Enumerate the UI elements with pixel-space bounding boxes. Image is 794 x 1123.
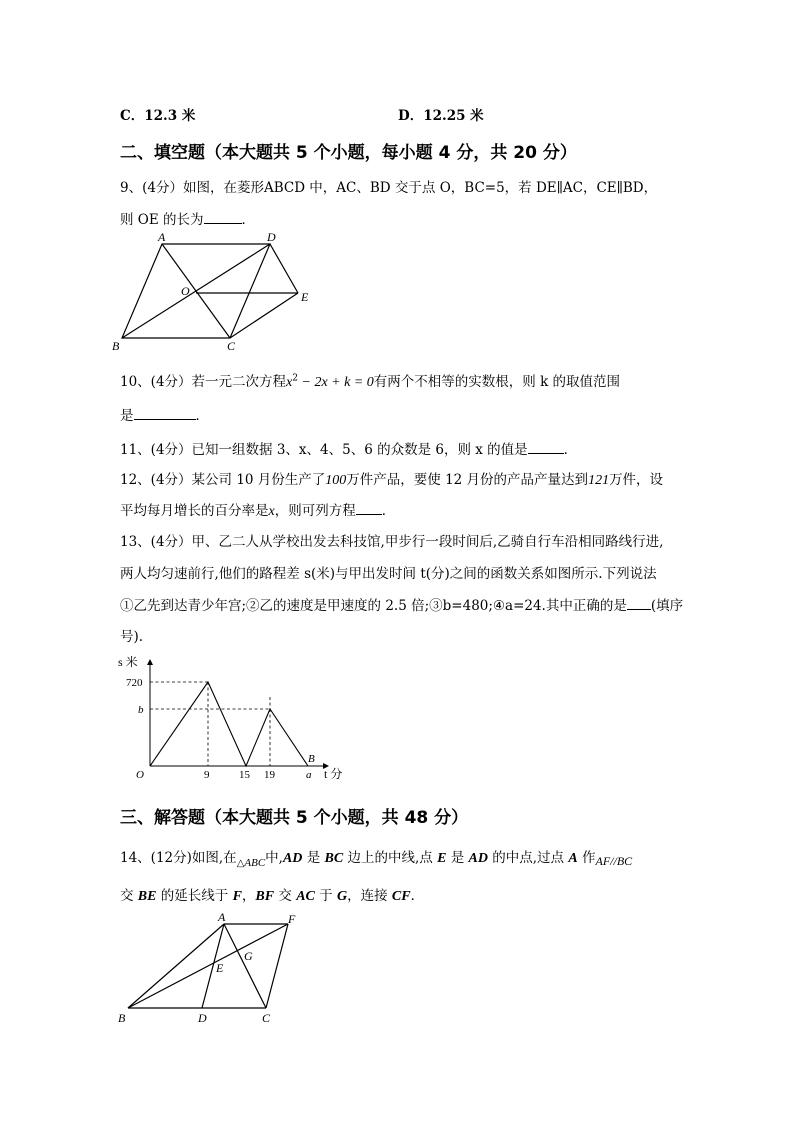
q10-line1 [120, 370, 620, 391]
q9-line2-prefix: 则 OE 的长为 [120, 212, 204, 228]
segment-de [270, 244, 298, 293]
q13-line1: 13、(4分）甲、乙二人从学校出发去科技馆,甲步行一段时间后,乙骑自行车沿相同路线行进, [120, 534, 664, 550]
q12-line2-suffix: ． [381, 503, 396, 519]
q11-line [120, 438, 577, 458]
label-a: A [158, 232, 166, 244]
q13-line3-suffix: (填序 [650, 598, 684, 614]
q14-u4: 交 [274, 888, 297, 904]
section-2-title: 二、填空题（本大题共 5 个小题，每小题 4 分，共 20 分） [120, 143, 577, 163]
q12-var-x: x [268, 504, 275, 519]
label-g: G [244, 949, 253, 963]
q14-f: F [232, 889, 242, 904]
q13-graph [114, 654, 354, 786]
label-b: B [112, 339, 120, 353]
q9-line2-suffix: ． [241, 212, 256, 228]
q9-line2 [120, 208, 255, 228]
q14-bf: BF [255, 889, 275, 904]
q14-t7: 作 [577, 850, 596, 866]
q10-answer-blank[interactable] [134, 407, 196, 420]
segment-bf [128, 924, 288, 1008]
q10-equation-exp: 2 [292, 373, 298, 384]
q14-u5: 于 [314, 888, 337, 904]
q14-bc: BC [324, 851, 344, 866]
q14-line2 [120, 884, 424, 905]
q14-ad: AD [282, 851, 303, 866]
q14-u6: ，连接 [347, 888, 392, 904]
label-c: C [262, 1011, 271, 1025]
q14-t2: 中, [265, 850, 283, 866]
q14-t6: 的中点,过点 [487, 850, 569, 866]
q12-line1 [120, 468, 663, 489]
q14-triangle-name: ABC [244, 857, 266, 869]
q14-a: A [568, 851, 578, 866]
label-d: D [198, 1011, 207, 1025]
q11-suffix: ． [563, 442, 578, 458]
tick-b: b [138, 704, 144, 716]
q12-text-e: 万件，设 [609, 472, 664, 488]
q10-prefix: 10、(4分）若一元二次方程 [120, 374, 287, 390]
q11-answer-blank[interactable] [528, 441, 564, 454]
q10-suffix: 有两个不相等的实数根，则 k 的取值范围 [373, 374, 621, 390]
q14-ac: AC [296, 889, 315, 904]
tick-9: 9 [204, 769, 210, 781]
tick-15: 15 [239, 769, 250, 781]
q13-answer-blank[interactable] [627, 597, 651, 610]
segment-cf [266, 924, 288, 1008]
q10-equation-x: x [286, 375, 293, 390]
q12-line2 [120, 499, 395, 520]
q12-text-a: 12、(4分）某公司 10 月份生产了 [120, 472, 326, 488]
q14-u7: ． [410, 888, 425, 904]
q14-t4: 边上的中线,点 [343, 850, 438, 866]
q14-t5: 是 [446, 850, 469, 866]
q12-num-121: 121 [588, 473, 610, 488]
origin-label: O [136, 769, 144, 781]
option-d: D．12.25 米 [398, 108, 484, 124]
q14-u2: 的延长线于 [156, 888, 233, 904]
q13-line3-text: ①乙先到达青少年宫;②乙的速度是甲速度的 2.5 倍;③b=480;④a=24.其中正确的是 [120, 598, 627, 614]
q12-line2-prefix: 平均每月增长的百分率是 [120, 503, 269, 519]
label-c: C [227, 339, 236, 353]
label-b: B [118, 1011, 126, 1025]
label-f: F [288, 912, 296, 926]
label-e: E [216, 961, 224, 975]
q10-line2-prefix: 是 [120, 408, 134, 424]
label-d: D [267, 232, 276, 244]
q14-triangle-figure [112, 910, 322, 1028]
q14-u3: ， [241, 888, 256, 904]
q14-e: E [437, 851, 447, 866]
q9-answer-blank[interactable] [204, 211, 242, 224]
q10-line2 [120, 404, 209, 424]
q14-triangle [237, 858, 265, 869]
tick-720: 720 [126, 677, 143, 689]
q14-u1: 交 [120, 888, 138, 904]
q13-line3 [120, 594, 683, 614]
q12-text-c: 万件产品，要使 12 月份的产品产量达到 [346, 472, 589, 488]
q12-line2-mid: ，则可列方程 [274, 503, 356, 519]
q14-triangle-sym: △ [236, 858, 245, 869]
q9-rhombus-figure [110, 232, 330, 354]
y-axis-label: s 米 [118, 655, 138, 669]
q10-equation-rest: − 2x + k = 0 [298, 375, 374, 390]
q13-line4: 号). [120, 629, 144, 645]
q13-line2: 两人均匀速前行,他们的路程差 s(米)与甲出发时间 t(分)之间的函数关系如图所示.下列说法 [120, 566, 657, 582]
diagonal-bd [122, 244, 270, 338]
q14-t3: 是 [302, 850, 325, 866]
tick-a: a [306, 769, 312, 781]
label-e: E [301, 290, 309, 304]
q9-line1: 9、(4分）如图，在菱形ABCD 中，AC、BD 交于点 O，BC=5，若 DE∥AC，CE∥BD， [120, 180, 658, 196]
graph-line [150, 682, 308, 766]
q14-be: BE [137, 889, 157, 904]
q14-cf: CF [391, 889, 411, 904]
segment-ab [128, 924, 224, 1008]
x-axis-label: t 分 [324, 767, 343, 781]
tick-19: 19 [264, 769, 275, 781]
q11-prefix: 11、(4分）已知一组数据 3、x、4、5、6 的众数是 6，则 x 的值是 [120, 442, 528, 458]
q12-answer-blank[interactable] [356, 502, 382, 515]
segment-ac [224, 924, 266, 1008]
q14-t1: 14、(12分)如图,在 [120, 850, 237, 866]
section-3-title: 三、解答题（本大题共 5 个小题，共 48 分） [120, 808, 469, 828]
label-o: O [181, 284, 190, 298]
q12-num-100: 100 [325, 473, 347, 488]
label-a: A [218, 910, 226, 924]
q14-g: G [336, 889, 348, 904]
q14-ad2: AD [468, 851, 488, 866]
q14-line1 [120, 846, 632, 867]
point-b-label: B [308, 753, 315, 765]
q10-line2-suffix: ． [195, 408, 209, 424]
option-c: C．12.3 米 [120, 108, 196, 124]
q14-af-parallel-bc: AF//BC [595, 854, 633, 868]
